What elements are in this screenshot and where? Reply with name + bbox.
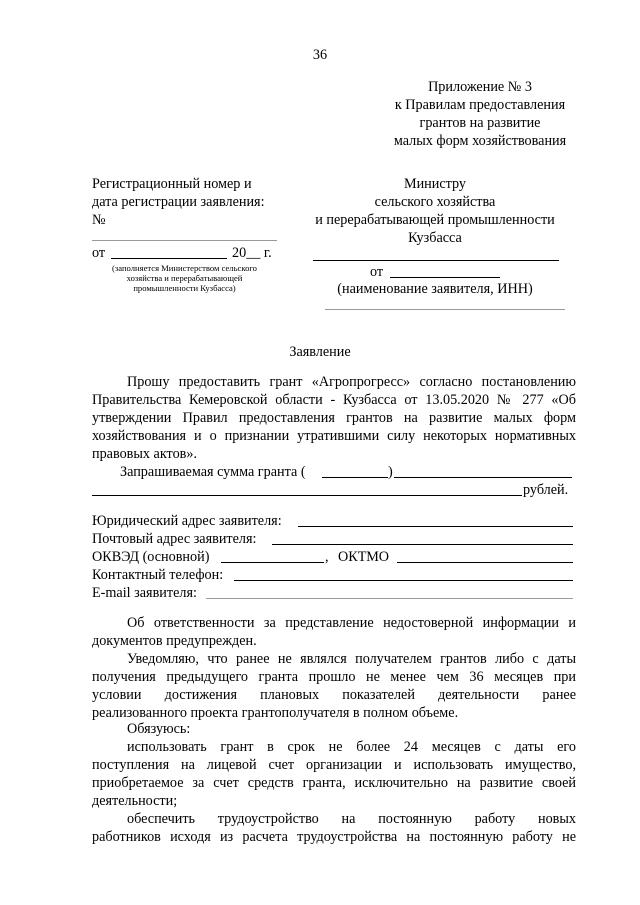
request-line-5: правовых актов». (92, 446, 197, 462)
postal-address-line (272, 544, 573, 545)
amount-currency: рублей. (523, 482, 569, 498)
amount-label: Запрашиваемая сумма гранта ( (120, 464, 306, 480)
recipient-blank-line (313, 260, 559, 261)
oktmo-label: ОКТМО (338, 549, 390, 565)
appendix-line-2: к Правилам предоставления (394, 97, 566, 113)
amount-digits-line (322, 477, 388, 478)
request-line-1: Прошу предоставить грант «Агропрогресс» согласно постановлению (127, 374, 576, 390)
amount-words-line (394, 477, 572, 478)
registration-number-line (92, 240, 277, 241)
recipient-from: от (370, 264, 384, 280)
request-line-2: Правительства Кемеровской области - Кузбасса от 13.05.2020 № 277 «Об (92, 392, 576, 408)
oktmo-line (397, 562, 573, 563)
registration-note-1: (заполняется Министерством сельского (112, 263, 257, 273)
obligation-1-line-3: приобретаемое за счет средств гранта, исключительно на развитие своей (92, 775, 576, 791)
registration-number-sign: № (92, 212, 106, 228)
registration-date-line (111, 258, 227, 259)
notify-line-4: реализованного проекта грантополучателя в полном объеме. (92, 705, 459, 721)
registration-line-2: дата регистрации заявления: (92, 194, 265, 210)
responsibility-line-1: Об ответственности за представление недостоверной информации и (127, 615, 576, 631)
notify-line-3: условии достижения плановых показателей деятельности ранее (92, 687, 576, 703)
obligation-1-line-4: деятельности; (92, 793, 178, 809)
email-label: E-mail заявителя: (92, 585, 197, 601)
appendix-line-4: малых форм хозяйствования (393, 133, 567, 149)
registration-date-year: 20__ г. (232, 245, 272, 261)
email-line (206, 598, 573, 599)
obligation-1-line-2: поступления на лицевой счет организации и использовать имущество, (92, 757, 576, 773)
amount-words-line-2 (92, 495, 522, 496)
recipient-line-2: сельского хозяйства (374, 194, 496, 210)
registration-note-3: промышленности Кузбасса) (133, 283, 236, 293)
page-number: 36 (312, 47, 328, 63)
recipient-line-4: Кузбасса (408, 230, 462, 246)
document-title: Заявление (289, 344, 351, 360)
obligation-2-line-1: обеспечить трудоустройство на постоянную работу новых (127, 811, 576, 827)
legal-address-line (298, 526, 573, 527)
obligation-1-line-1: использовать грант в срок не более 24 месяцев с даты его (127, 739, 576, 755)
request-line-4: хозяйствования и о признании утратившими силу некоторых нормативных (92, 428, 576, 444)
recipient-line-3: и перерабатывающей промышленности (315, 212, 555, 228)
postal-address-label: Почтовый адрес заявителя: (92, 531, 257, 547)
okved-separator: , (325, 549, 329, 565)
obligations-title: Обязуюсь: (127, 721, 191, 737)
amount-close-paren: ) (388, 464, 393, 480)
applicant-note: (наименование заявителя, ИНН) (337, 281, 533, 297)
registration-note-2: хозяйства и перерабатывающей (126, 273, 243, 283)
notify-line-1: Уведомляю, что ранее не являлся получателем грантов либо с даты (127, 651, 576, 667)
notify-line-2: получения предыдущего гранта прошло не менее чем 36 месяцев при (92, 669, 576, 685)
responsibility-line-2: документов предупрежден. (92, 633, 257, 649)
phone-label: Контактный телефон: (92, 567, 224, 583)
appendix-line-3: грантов на развитие (419, 115, 541, 131)
registration-line-1: Регистрационный номер и (92, 176, 252, 192)
okved-line (221, 562, 324, 563)
legal-address-label: Юридический адрес заявителя: (92, 513, 282, 529)
recipient-line-1: Министру (403, 176, 467, 192)
registration-date-from: от (92, 245, 106, 261)
obligation-2-line-2: работников исходя из расчета трудоустройства на постоянную работу не (92, 829, 576, 845)
appendix-line-1: Приложение № 3 (428, 79, 532, 95)
applicant-name-line (390, 277, 500, 278)
phone-line (234, 580, 573, 581)
applicant-extra-line (325, 309, 565, 310)
okved-label: ОКВЭД (основной) (92, 549, 210, 565)
request-line-3: утверждении Правил предоставления грантов на развитие малых форм (92, 410, 576, 426)
